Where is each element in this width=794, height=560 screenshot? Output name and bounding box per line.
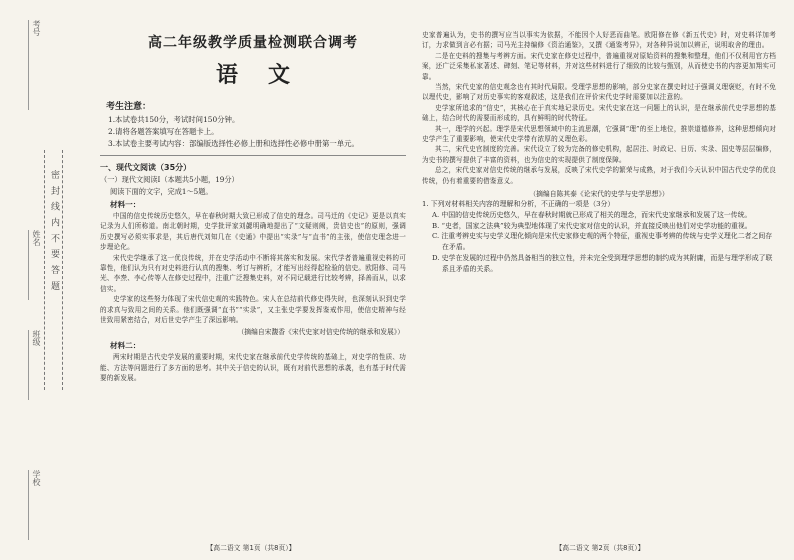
page-2-column — [414, 0, 786, 560]
paragraph: 史学家所追求的“信史”，其核心在于真实地记录历史。宋代史家在这一问题上的认识，是在继承前代史学思想的基础上，结合时代的需要而形成的，具有鲜明的时代特征。 — [422, 103, 776, 123]
notes-heading: 考生注意： — [106, 102, 152, 112]
paragraph: 史家普遍认为，史书的撰写应当以事实为依据，不能因个人好恶而曲笔。欧阳修在修《新五代史》时，对史料详加考订，力求做到言必有据；司马光主持编修《资治通鉴》，又撰《通鉴考异》，对各种异说加以辨正，说明取舍的理由。 — [422, 31, 776, 50]
exam-notes — [100, 99, 406, 149]
note-item: 3.本试卷主要考试内容：部编版选择性必修上册和选择性必修中册第一单元。 — [108, 139, 359, 148]
subsection-heading: （一）现代文阅读Ⅰ（本题共5小题，19分） — [100, 175, 239, 184]
binding-margin — [0, 0, 92, 560]
seal-line-inner — [62, 150, 63, 390]
material-2-heading: 材料二： — [110, 341, 141, 351]
question-stem: 1. 下列对材料相关内容的理解和分析，不正确的一项是（3分） — [422, 200, 615, 209]
page-footer: 【高二语文 第2页（共8页）】 — [555, 544, 645, 552]
section-heading: 一、现代文阅读（35分） — [100, 163, 192, 172]
seal-line — [44, 150, 45, 390]
paragraph: 二是在史料的搜集与考辨方面。宋代史家在修史过程中，普遍重视对原始资料的搜集和整理，他们不仅利用官方档案，还广泛采集私家著述、碑刻、笔记等材料，并对这些材料进行了细致的比较与甄别，从而使史书的内容更加翔实可靠。 — [422, 51, 776, 81]
note-item: 2.请将各题答案填写在答题卡上。 — [108, 127, 219, 136]
page-footer: 【高二语文 第1页（共8页）】 — [206, 544, 296, 552]
paragraph: 两宋时期是古代史学发展的重要时期，宋代史家在继承前代史学传统的基础上，对史学的性质、功能、方法等问题进行了多方面的思考。其中关于信史的认识，既有对前代思想的承袭，也有基于时代需要的新发展。 — [100, 353, 406, 383]
page-1-column — [92, 0, 410, 560]
option-d[interactable]: D. 史学在发展的过程中仍然具备相当的独立性，并未完全受到理学思想的制约成为其附庸，而是与理学形成了联系且矛盾的关系。 — [432, 254, 773, 273]
paragraph: 中国的信史传统历史悠久，早在春秋时期大致已形成了信史的理念。司马迁的《史记》更是以真实记录为人们所称道。南北朝时期，史学批评家刘勰明确地提出了“文疑则阙，贵信史也”的原则，强调历史撰写必须实事求是，其后唐代刘知几在《史通》中提出“实录”与“直书”的主张，使信史理念进一步理论化。 — [100, 212, 406, 252]
exam-number-field[interactable]: 考号 — [28, 20, 42, 110]
paragraph: 其二，宋代史官制度的完善。宋代设立了较为完备的修史机构，起居注、时政记、日历、实录、国史等层层编修，为史书的撰写提供了丰富的资料，也为信史的实现提供了制度保障。 — [422, 145, 776, 164]
option-c[interactable]: C. 注重考辨史实与史学义理化倾向是宋代史家修史观的两个特征，重视史事考辨的传统与史学义理化二者之间存在矛盾。 — [432, 232, 773, 252]
subject-title: 语文 — [215, 63, 320, 88]
divider — [100, 155, 406, 156]
school-field[interactable]: 学校 — [28, 470, 42, 540]
source-citation: （摘编自陈其泰《论宋代的史学与史学思想》） — [529, 190, 669, 199]
seal-line-warning: 密 封 线 内 不 要 答 题 — [49, 170, 59, 293]
material-1-heading: 材料一： — [110, 200, 141, 209]
paragraph: 史学家的这些努力体现了宋代信史观的实践特色。宋人在总结前代修史得失时，也深刻认识到史学的求真与致用之间的关系。他们既强调“直书”“实录”，又主张史学要发挥鉴戒作用，使信史精神与经世致用紧密结合，对后世史学产生了深远影响。 — [100, 295, 406, 325]
paragraph: 其一，理学的兴起。理学是宋代思想领域中的主流思潮，它强调“理”的至上地位，推崇道德修养，这种思想倾向对史学产生了重要影响，使宋代史学带有浓厚的义理色彩。 — [422, 124, 776, 144]
instruction: 阅读下面的文字，完成1～5题。 — [110, 187, 213, 196]
option-b[interactable]: B. “史者，国家之法典”较为典型地体现了宋代史家对信史的认识，并直接反映出他们对史学功能的重视。 — [432, 221, 752, 230]
class-field[interactable]: 班级 — [28, 330, 42, 400]
exam-title: 高二年级教学质量检测联合调考 — [148, 35, 358, 51]
note-item: 1.本试卷共150分，考试时间150分钟。 — [108, 115, 240, 124]
option-a[interactable]: A. 中国的信史传统历史悠久，早在春秋时期就已形成了相关的理念，而宋代史家继承和发展了这一传统。 — [432, 210, 752, 219]
source-citation: （摘编自宋馥香《宋代史家对信史传统的继承和发展》） — [237, 328, 404, 337]
paragraph: 当然，宋代史家的信史观念也有其时代局限。受理学思想的影响，部分史家在撰史时过于强调义理褒贬，有时不免以理代史，影响了对历史事实的客观叙述，这是我们在评价宋代史学时需要加以注意的。 — [422, 83, 776, 102]
name-field[interactable]: 姓名 — [28, 230, 42, 300]
paragraph: 宋代史学继承了这一优良传统，并在史学活动中不断将其落实和发展。宋代学者普遍重视史料的可靠性，他们认为只有对史料进行认真的搜集、考订与辨析，才能写出经得起检验的信史。欧阳修、司马光、李焘、李心传等人在修史过程中，注重广泛搜集史料，对不同记载进行比较考辨，择善而从，以求信实。 — [100, 253, 406, 293]
paragraph: 总之，宋代史家对信史传统的继承与发展，反映了宋代史学的繁荣与成熟，对于我们今天认识中国古代史学的优良传统，仍有着重要的借鉴意义。 — [422, 166, 776, 185]
